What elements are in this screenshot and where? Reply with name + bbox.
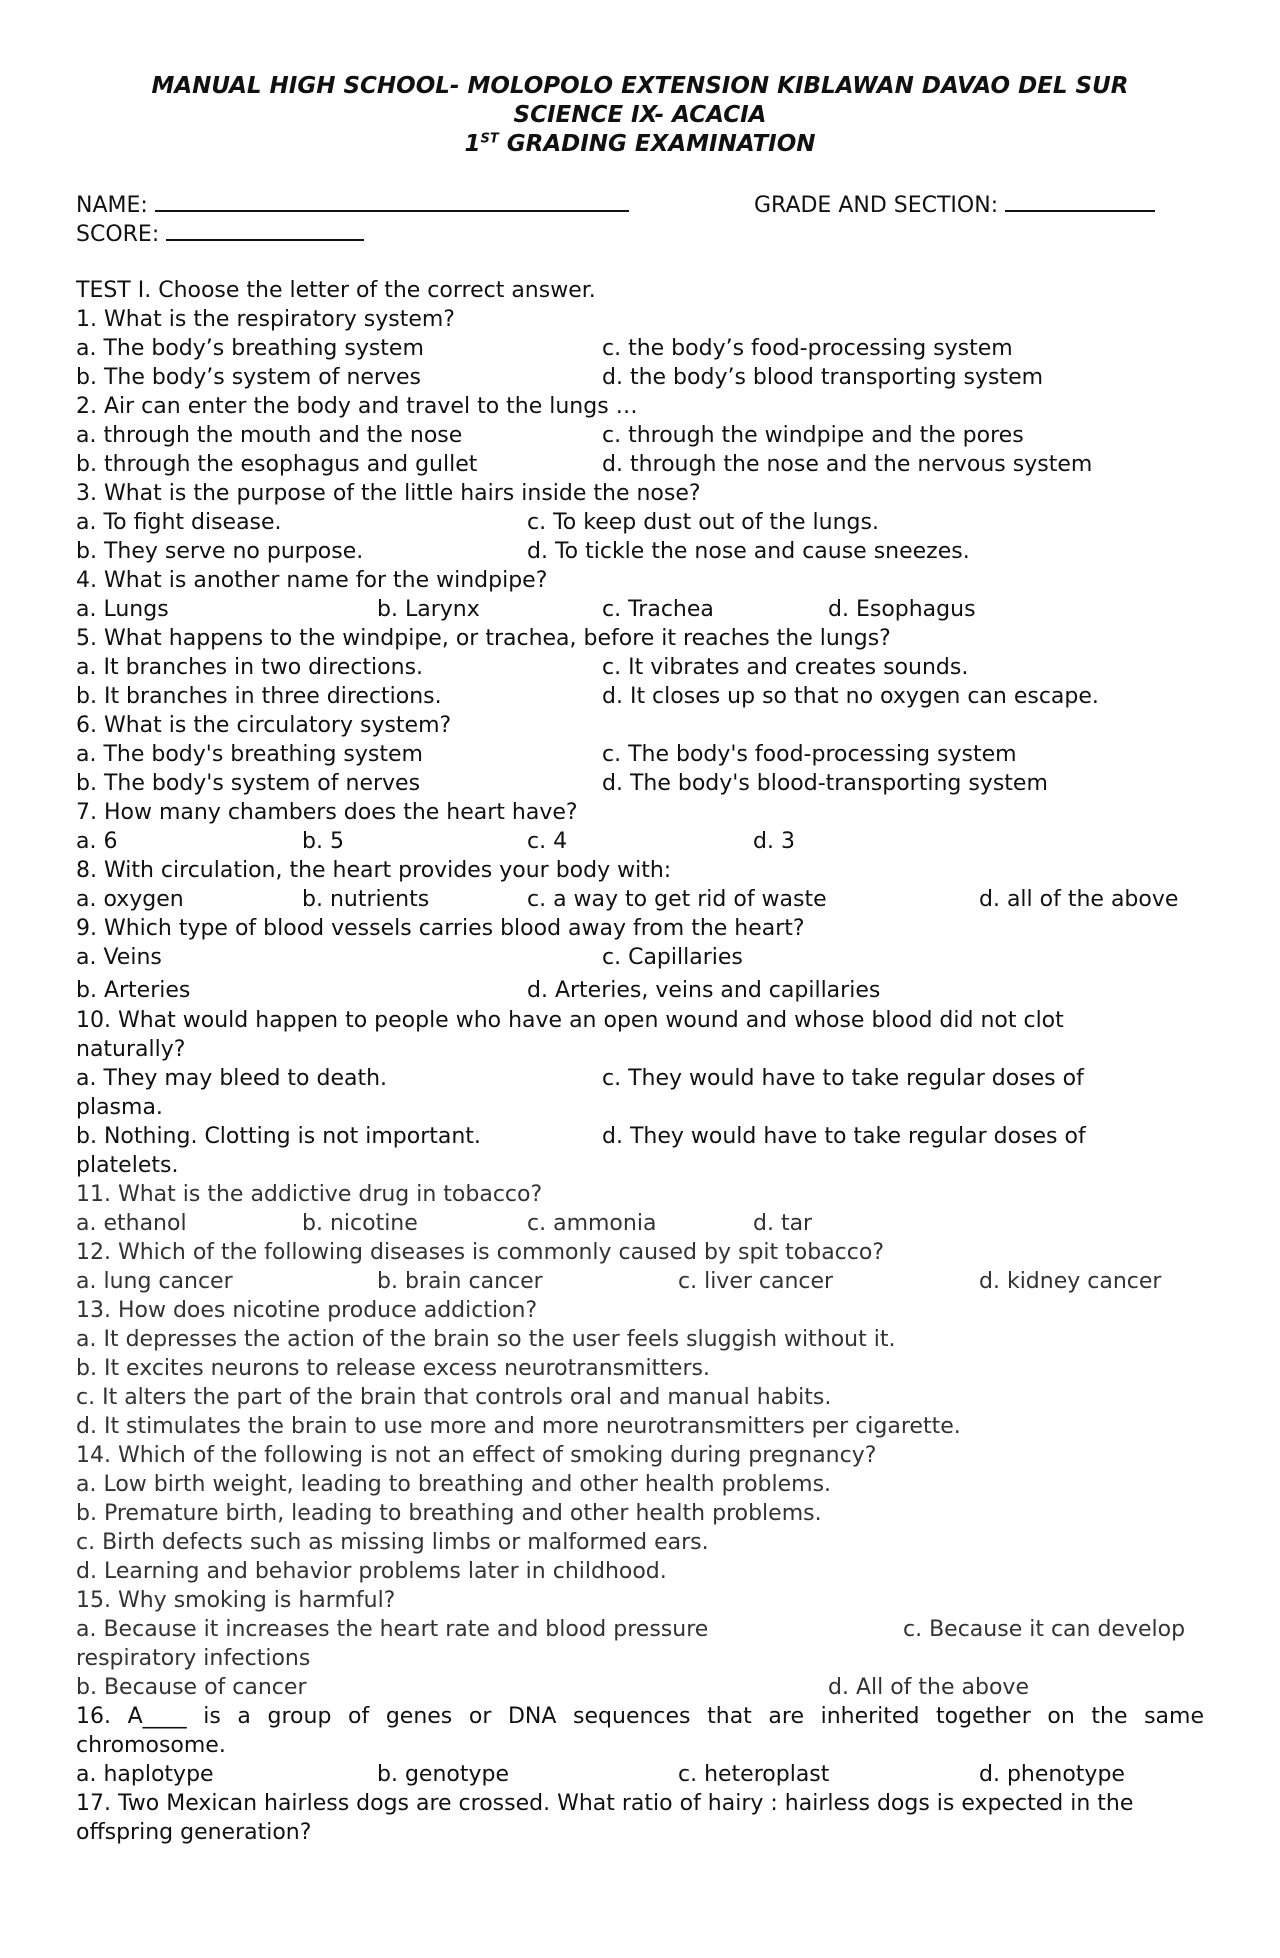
question-13: 13. How does nicotine produce addiction?: [76, 1298, 538, 1323]
test-instruction: TEST I. Choose the letter of the correct answer.: [76, 278, 596, 303]
question-17-cont: offspring generation?: [76, 1820, 312, 1845]
option-9c: c. Capillaries: [602, 945, 743, 970]
score-field: [76, 219, 364, 249]
question-12: 12. Which of the following diseases is commonly caused by spit tobacco?: [76, 1240, 885, 1265]
option-2a: a. through the mouth and the nose: [76, 423, 463, 448]
option-8b: b. nutrients: [302, 887, 430, 912]
option-4a: a. Lungs: [76, 597, 169, 622]
grade-field: [754, 190, 1155, 220]
option-4b: b. Larynx: [377, 597, 480, 622]
option-15b: b. Because of cancer: [76, 1675, 307, 1700]
question-11: 11. What is the addictive drug in tobacco?: [76, 1182, 543, 1207]
option-10b: b. Nothing. Clotting is not important.: [76, 1124, 481, 1149]
option-2b: b. through the esophagus and gullet: [76, 452, 478, 477]
question-15: 15. Why smoking is harmful?: [76, 1588, 396, 1613]
option-12c: c. liver cancer: [678, 1269, 834, 1294]
option-9b: b. Arteries: [76, 978, 191, 1003]
question-3: 3. What is the purpose of the little hairs inside the nose?: [76, 481, 701, 506]
question-6: 6. What is the circulatory system?: [76, 713, 452, 738]
option-3a: a. To fight disease.: [76, 510, 282, 535]
question-16: 16. A____ is a group of genes or DNA sequences that are inherited together on the same: [76, 1704, 1204, 1729]
option-11c: c. ammonia: [527, 1211, 657, 1236]
option-14c: c. Birth defects such as missing limbs or malformed ears.: [76, 1530, 709, 1555]
option-3c: c. To keep dust out of the lungs.: [527, 510, 879, 535]
option-1b: b. The body’s system of nerves: [76, 365, 421, 390]
option-15d: d. All of the above: [828, 1675, 1029, 1700]
option-10c: c. They would have to take regular doses of: [602, 1066, 1084, 1091]
option-14a: a. Low birth weight, leading to breathing and other health problems.: [76, 1472, 832, 1497]
option-2c: c. through the windpipe and the pores: [602, 423, 1024, 448]
name-blank[interactable]: [155, 190, 629, 212]
option-4d: d. Esophagus: [828, 597, 976, 622]
option-10d: d. They would have to take regular doses of: [602, 1124, 1086, 1149]
option-13d: d. It stimulates the brain to use more and more neurotransmitters per cigarette.: [76, 1414, 961, 1439]
option-15c: c. Because it can develop: [903, 1617, 1186, 1642]
option-6d: d. The body's blood-transporting system: [602, 771, 1048, 796]
option-15c-cont: respiratory infections: [76, 1646, 311, 1671]
question-16-cont: chromosome.: [76, 1733, 226, 1758]
option-16d: d. phenotype: [979, 1762, 1125, 1787]
option-1d: d. the body’s blood transporting system: [602, 365, 1044, 390]
option-6c: c. The body's food-processing system: [602, 742, 1017, 767]
option-3d: d. To tickle the nose and cause sneezes.: [527, 539, 970, 564]
grade-label: GRADE AND SECTION:: [754, 193, 999, 218]
exam-title-rest: GRADING EXAMINATION: [498, 131, 816, 157]
option-13a: a. It depresses the action of the brain so the user feels sluggish without it.: [76, 1327, 896, 1352]
option-13c: c. It alters the part of the brain that controls oral and manual habits.: [76, 1385, 832, 1410]
option-8a: a. oxygen: [76, 887, 184, 912]
question-10: 10. What would happen to people who have an open wound and whose blood did not clot: [76, 1008, 1064, 1033]
question-7: 7. How many chambers does the heart have?: [76, 800, 578, 825]
name-field: [76, 190, 629, 220]
option-12d: d. kidney cancer: [979, 1269, 1162, 1294]
option-16a: a. haplotype: [76, 1762, 214, 1787]
question-5: 5. What happens to the windpipe, or trachea, before it reaches the lungs?: [76, 626, 891, 651]
subject-title: SCIENCE IX- ACACIA: [513, 102, 767, 128]
option-6a: a. The body's breathing system: [76, 742, 423, 767]
option-10c-cont: plasma.: [76, 1095, 163, 1120]
option-1a: a. The body’s breathing system: [76, 336, 424, 361]
question-8: 8. With circulation, the heart provides your body with:: [76, 858, 672, 883]
option-16c: c. heteroplast: [678, 1762, 830, 1787]
option-7d: d. 3: [753, 829, 795, 854]
question-10-cont: naturally?: [76, 1037, 186, 1062]
option-3b: b. They serve no purpose.: [76, 539, 364, 564]
score-blank[interactable]: [166, 219, 364, 241]
question-4: 4. What is another name for the windpipe?: [76, 568, 548, 593]
option-15a: a. Because it increases the heart rate and blood pressure: [76, 1617, 709, 1642]
question-9: 9. Which type of blood vessels carries blood away from the heart?: [76, 916, 805, 941]
exam-number-suffix: ST: [480, 131, 499, 147]
exam-number: 1: [464, 131, 481, 157]
question-2: 2. Air can enter the body and travel to the lungs …: [76, 394, 638, 419]
option-7b: b. 5: [302, 829, 344, 854]
option-5d: d. It closes up so that no oxygen can escape.: [602, 684, 1099, 709]
exam-title: [0, 131, 1280, 157]
option-11a: a. ethanol: [76, 1211, 187, 1236]
option-5a: a. It branches in two directions.: [76, 655, 424, 680]
option-14d: d. Learning and behavior problems later in childhood.: [76, 1559, 667, 1584]
option-1c: c. the body’s food-processing system: [602, 336, 1013, 361]
option-10d-cont: platelets.: [76, 1153, 179, 1178]
question-14: 14. Which of the following is not an effect of smoking during pregnancy?: [76, 1443, 877, 1468]
option-11b: b. nicotine: [302, 1211, 418, 1236]
option-5b: b. It branches in three directions.: [76, 684, 442, 709]
option-9a: a. Veins: [76, 945, 162, 970]
grade-blank[interactable]: [1005, 190, 1155, 212]
option-9d: d. Arteries, veins and capillaries: [527, 978, 881, 1003]
option-8d: d. all of the above: [979, 887, 1179, 912]
option-5c: c. It vibrates and creates sounds.: [602, 655, 969, 680]
option-2d: d. through the nose and the nervous system: [602, 452, 1093, 477]
option-10a: a. They may bleed to death.: [76, 1066, 388, 1091]
option-12b: b. brain cancer: [377, 1269, 543, 1294]
school-title: MANUAL HIGH SCHOOL- MOLOPOLO EXTENSION KIBLAWAN DAVAO DEL SUR: [151, 73, 1129, 99]
option-12a: a. lung cancer: [76, 1269, 233, 1294]
option-7c: c. 4: [527, 829, 568, 854]
option-8c: c. a way to get rid of waste: [527, 887, 827, 912]
option-14b: b. Premature birth, leading to breathing and other health problems.: [76, 1501, 822, 1526]
name-label: NAME:: [76, 193, 148, 218]
option-6b: b. The body's system of nerves: [76, 771, 421, 796]
option-11d: d. tar: [753, 1211, 813, 1236]
option-4c: c. Trachea: [602, 597, 714, 622]
option-16b: b. genotype: [377, 1762, 509, 1787]
question-1: 1. What is the respiratory system?: [76, 307, 455, 332]
option-13b: b. It excites neurons to release excess neurotransmitters.: [76, 1356, 710, 1381]
option-7a: a. 6: [76, 829, 118, 854]
score-label: SCORE:: [76, 222, 160, 247]
question-17: 17. Two Mexican hairless dogs are crossed. What ratio of hairy : hairless dogs is expected in the: [76, 1791, 1134, 1816]
